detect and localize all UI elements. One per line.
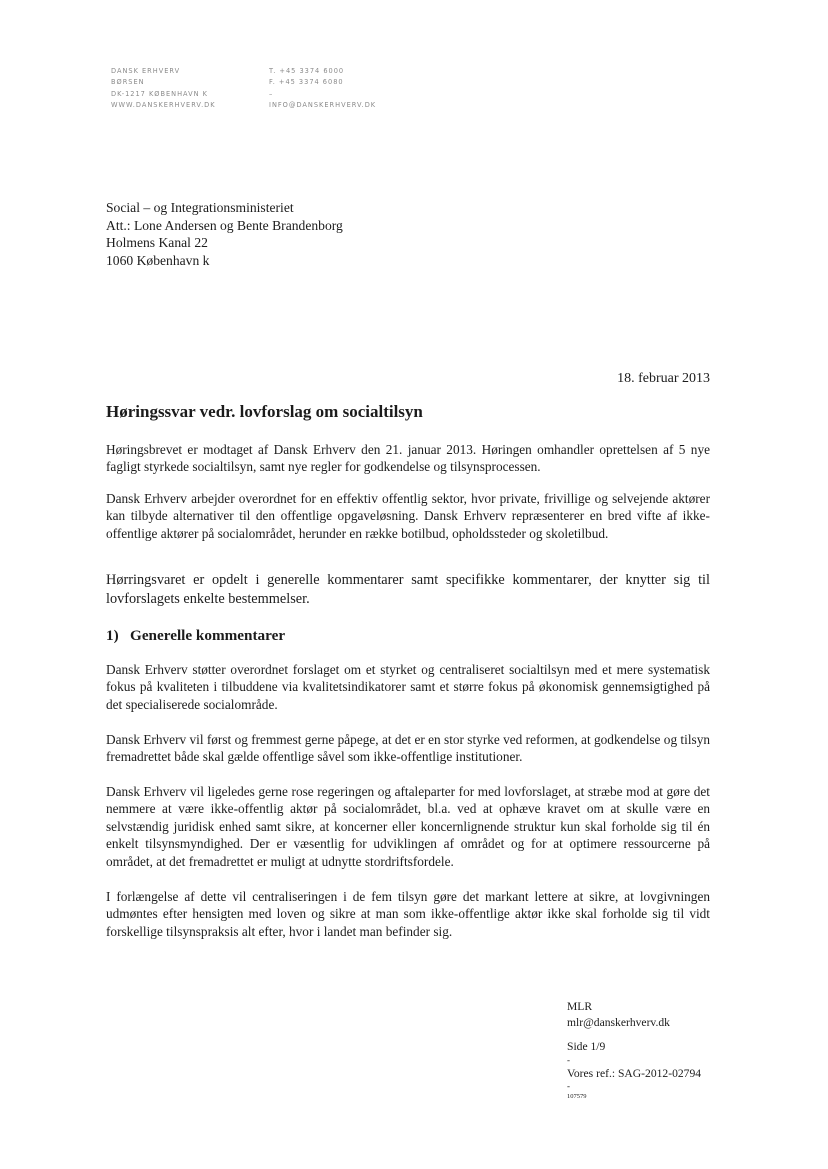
letterhead-dash: – <box>269 89 274 98</box>
sender-initials: MLR <box>567 1000 593 1013</box>
letterhead-address <box>111 66 216 112</box>
paragraph-support: Dansk Erhverv støtter overordnet forslaget om et styrket og centraliseret socialtilsyn med et mere systematisk fokus på kvaliteten i tilbuddene via kvalitetsindikatorer samt et større fokus på økonomisk gennemsigtighed på det specialiserede socialområde. <box>106 662 710 712</box>
sender-email: mlr@danskerhverv.dk <box>567 1015 670 1029</box>
letter-date: 18. februar 2013 <box>617 371 710 386</box>
letterhead-fax: F. +45 3374 6080 <box>269 78 344 87</box>
paragraph-strength: Dansk Erhverv vil først og fremmest gerne påpege, at det er en stor styrke ved reformen, at godkendelse og tilsyn fremadrettet både skal gælde offentlige såvel som ikke-offentlige institutioner. <box>106 732 710 765</box>
recipient-line: Att.: Lone Andersen og Bente Brandenborg <box>106 217 343 233</box>
recipient-line: Holmens Kanal 22 <box>106 235 208 250</box>
letterhead-building: BØRSEN <box>111 78 145 87</box>
section-label: Generelle kommentarer <box>130 627 286 644</box>
paragraph-intro: Høringsbrevet er modtaget af Dansk Erhverv den 21. januar 2013. Høringen omhandler oprettelsen af 5 nye fagligt styrkede socialtilsyn, samt nye regler for godkendelse og tilsynsprocessen. <box>106 442 710 475</box>
paragraph-structure: Hørringsvaret er opdelt i generelle kommentarer samt specifikke kommentarer, der knytter sig til lovforslagets enkelte bestemmelser. <box>106 572 710 607</box>
letterhead-email: INFO@DANSKERHVERV.DK <box>269 101 377 110</box>
letterhead-company: DANSK ERHVERV <box>111 67 181 75</box>
reference-number: Vores ref.: SAG-2012-02794 <box>567 1066 702 1080</box>
letterhead-postal: DK-1217 KØBENHAVN K <box>111 89 209 98</box>
recipient-line: 1060 København k <box>106 252 210 268</box>
sidebar-separator: - <box>567 1081 570 1092</box>
letter-title: Høringssvar vedr. lovforslag om socialtilsyn <box>106 402 423 421</box>
recipient-address <box>106 199 343 269</box>
section-heading-general <box>106 627 285 645</box>
letterhead-contact <box>269 66 376 112</box>
sidebar-separator: - <box>567 1054 570 1065</box>
paragraph-centralisation: I forlængelse af dette vil centraliseringen i de fem tilsyn gøre det markant lettere at sikre, at lovgivningen udmøntes efter hensigten med loven og sikre at man som ikke-offentlige aktør ikke skal forholde sig til vidt forskellige tilsynspraksis alt efter, hvor i landet man befinder sig. <box>106 889 710 939</box>
page-number: Side 1/9 <box>567 1040 606 1054</box>
paragraph-dansk-erhverv: Dansk Erhverv arbejder overordnet for en effektiv offentlig sektor, hvor private, frivillige og selvejende aktører kan tilbyde alternativer til den offentlige opgaveløsning. Dansk Erhverv repræsenterer en bred vifte af ikke-offentlige aktører på socialområdet, herunder en række botilbud, opholdssteder og skoletilbud. <box>106 491 710 541</box>
section-number: 1) <box>106 627 119 644</box>
document-number: 107579 <box>567 1093 587 1101</box>
letterhead-phone: T. +45 3374 6000 <box>269 67 345 75</box>
letterhead-website: WWW.DANSKERHVERV.DK <box>111 101 216 110</box>
recipient-line: Social – og Integrationsministeriet <box>106 200 294 215</box>
paragraph-praise: Dansk Erhverv vil ligeledes gerne rose regeringen og aftaleparter for med lovforslaget, at stræbe mod at gøre det nemmere at være ikke-offentlig aktør på socialområdet, bl.a. ved at ophæve kravet om at skulle være en selvstændig juridisk enhed samt sikre, at koncerner eller koncernlignende struktur kun skal forholde sig til én enkelt tilsynsmyndighed. Der er væsentlig for udviklingen af området og for at optimere ressourcerne på området, at det fremadrettet er muligt at udnytte stordriftsfordele. <box>106 784 710 869</box>
sender-sidebar <box>567 999 701 1102</box>
